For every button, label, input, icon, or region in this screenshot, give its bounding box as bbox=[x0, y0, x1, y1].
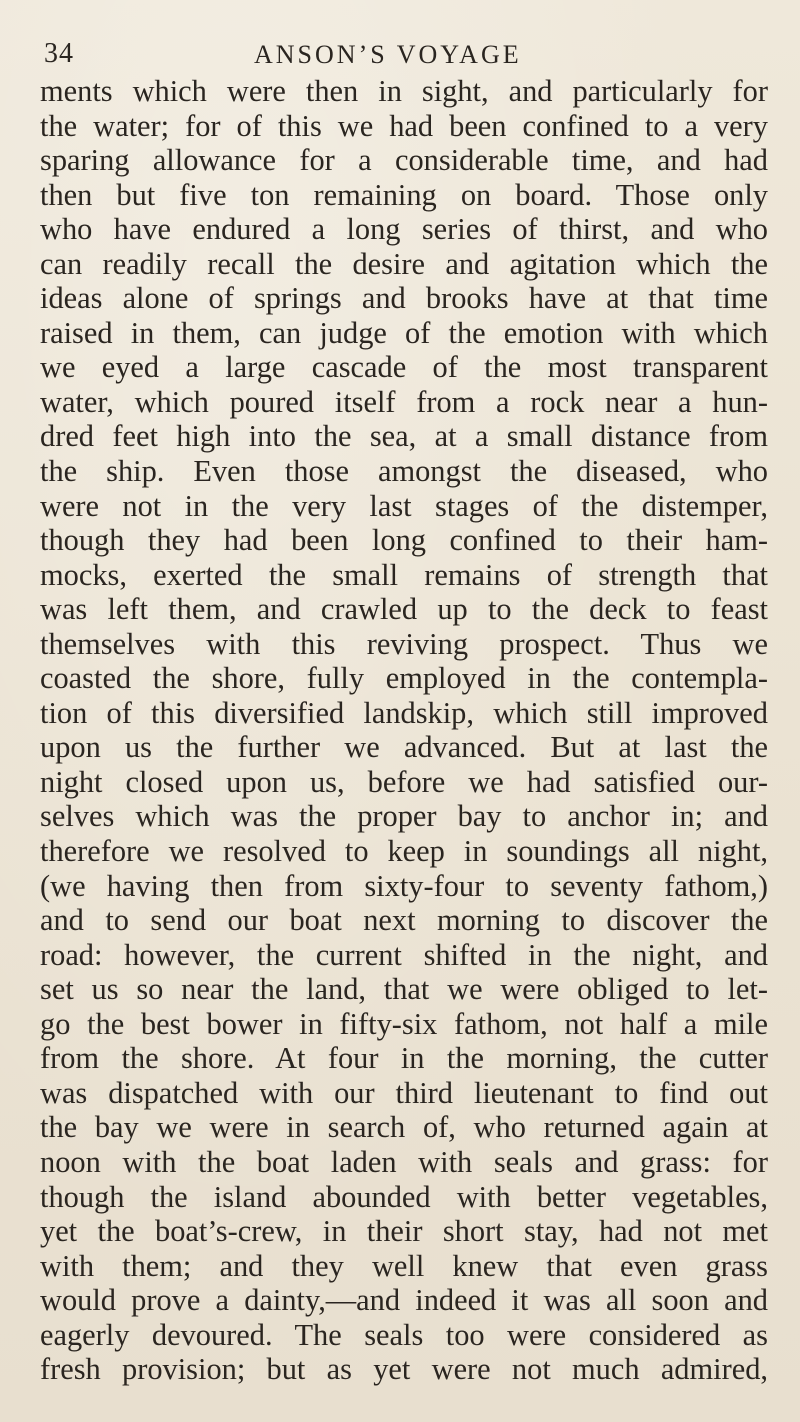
page-header bbox=[44, 38, 764, 78]
text-line: yet the boat’s-crew, in their short stay, had not met bbox=[40, 1214, 768, 1249]
text-line: then but five ton remaining on board. Those only bbox=[40, 177, 768, 212]
text-line: upon us the further we advanced. But at last the bbox=[40, 730, 768, 765]
text-line: and to send our boat next morning to discover the bbox=[40, 903, 768, 938]
text-line: with them; and they well knew that even grass bbox=[40, 1248, 768, 1283]
text-line: coasted the shore, fully employed in the contempla- bbox=[40, 661, 768, 696]
text-line: set us so near the land, that we were obliged to let- bbox=[40, 972, 768, 1007]
text-line: themselves with this reviving prospect. Thus we bbox=[40, 626, 768, 661]
text-line: who have endured a long series of thirst, and who bbox=[40, 212, 768, 247]
text-line: we eyed a large cascade of the most transparent bbox=[40, 350, 768, 385]
text-line: ideas alone of springs and brooks have at that time bbox=[40, 281, 768, 316]
running-head: ANSON’S VOYAGE bbox=[254, 40, 522, 69]
text-line: road: however, the current shifted in the night, and bbox=[40, 937, 768, 972]
text-line: selves which was the proper bay to anchor in; and bbox=[40, 799, 768, 834]
text-line: were not in the very last stages of the distemper, bbox=[40, 488, 768, 523]
text-line: sparing allowance for a considerable time, and had bbox=[40, 143, 768, 178]
text-line: dred feet high into the sea, at a small distance from bbox=[40, 419, 768, 454]
text-line: raised in them, can judge of the emotion with which bbox=[40, 315, 768, 350]
page-number: 34 bbox=[44, 38, 74, 69]
text-line: the water; for of this we had been confined to a very bbox=[40, 108, 768, 143]
text-line: the bay we were in search of, who returned again at bbox=[40, 1110, 768, 1145]
text-line: water, which poured itself from a rock near a hun- bbox=[40, 384, 768, 419]
text-line: noon with the boat laden with seals and grass: for bbox=[40, 1144, 768, 1179]
text-line: from the shore. At four in the morning, the cutter bbox=[40, 1041, 768, 1076]
text-line: was left them, and crawled up to the deck to feast bbox=[40, 592, 768, 627]
text-line: would prove a dainty,—and indeed it was all soon and bbox=[40, 1283, 768, 1318]
text-line: though they had been long confined to their ham- bbox=[40, 523, 768, 558]
text-line: fresh provision; but as yet were not much admired, bbox=[40, 1352, 768, 1387]
text-line: (we having then from sixty-four to seventy fathom,) bbox=[40, 868, 768, 903]
text-line: tion of this diversified landskip, which still improved bbox=[40, 695, 768, 730]
text-line: ments which were then in sight, and particularly for bbox=[40, 74, 768, 108]
body-text bbox=[40, 74, 768, 1387]
text-line: though the island abounded with better vegetables, bbox=[40, 1179, 768, 1214]
text-line: was dispatched with our third lieutenant to find out bbox=[40, 1075, 768, 1110]
text-line: the ship. Even those amongst the diseased, who bbox=[40, 454, 768, 489]
text-line: therefore we resolved to keep in soundings all night, bbox=[40, 834, 768, 869]
text-line: night closed upon us, before we had satisfied our- bbox=[40, 764, 768, 799]
text-line: go the best bower in fifty-six fathom, not half a mile bbox=[40, 1006, 768, 1041]
text-line: mocks, exerted the small remains of strength that bbox=[40, 557, 768, 592]
text-line: can readily recall the desire and agitation which the bbox=[40, 246, 768, 281]
text-line: eagerly devoured. The seals too were considered as bbox=[40, 1317, 768, 1352]
